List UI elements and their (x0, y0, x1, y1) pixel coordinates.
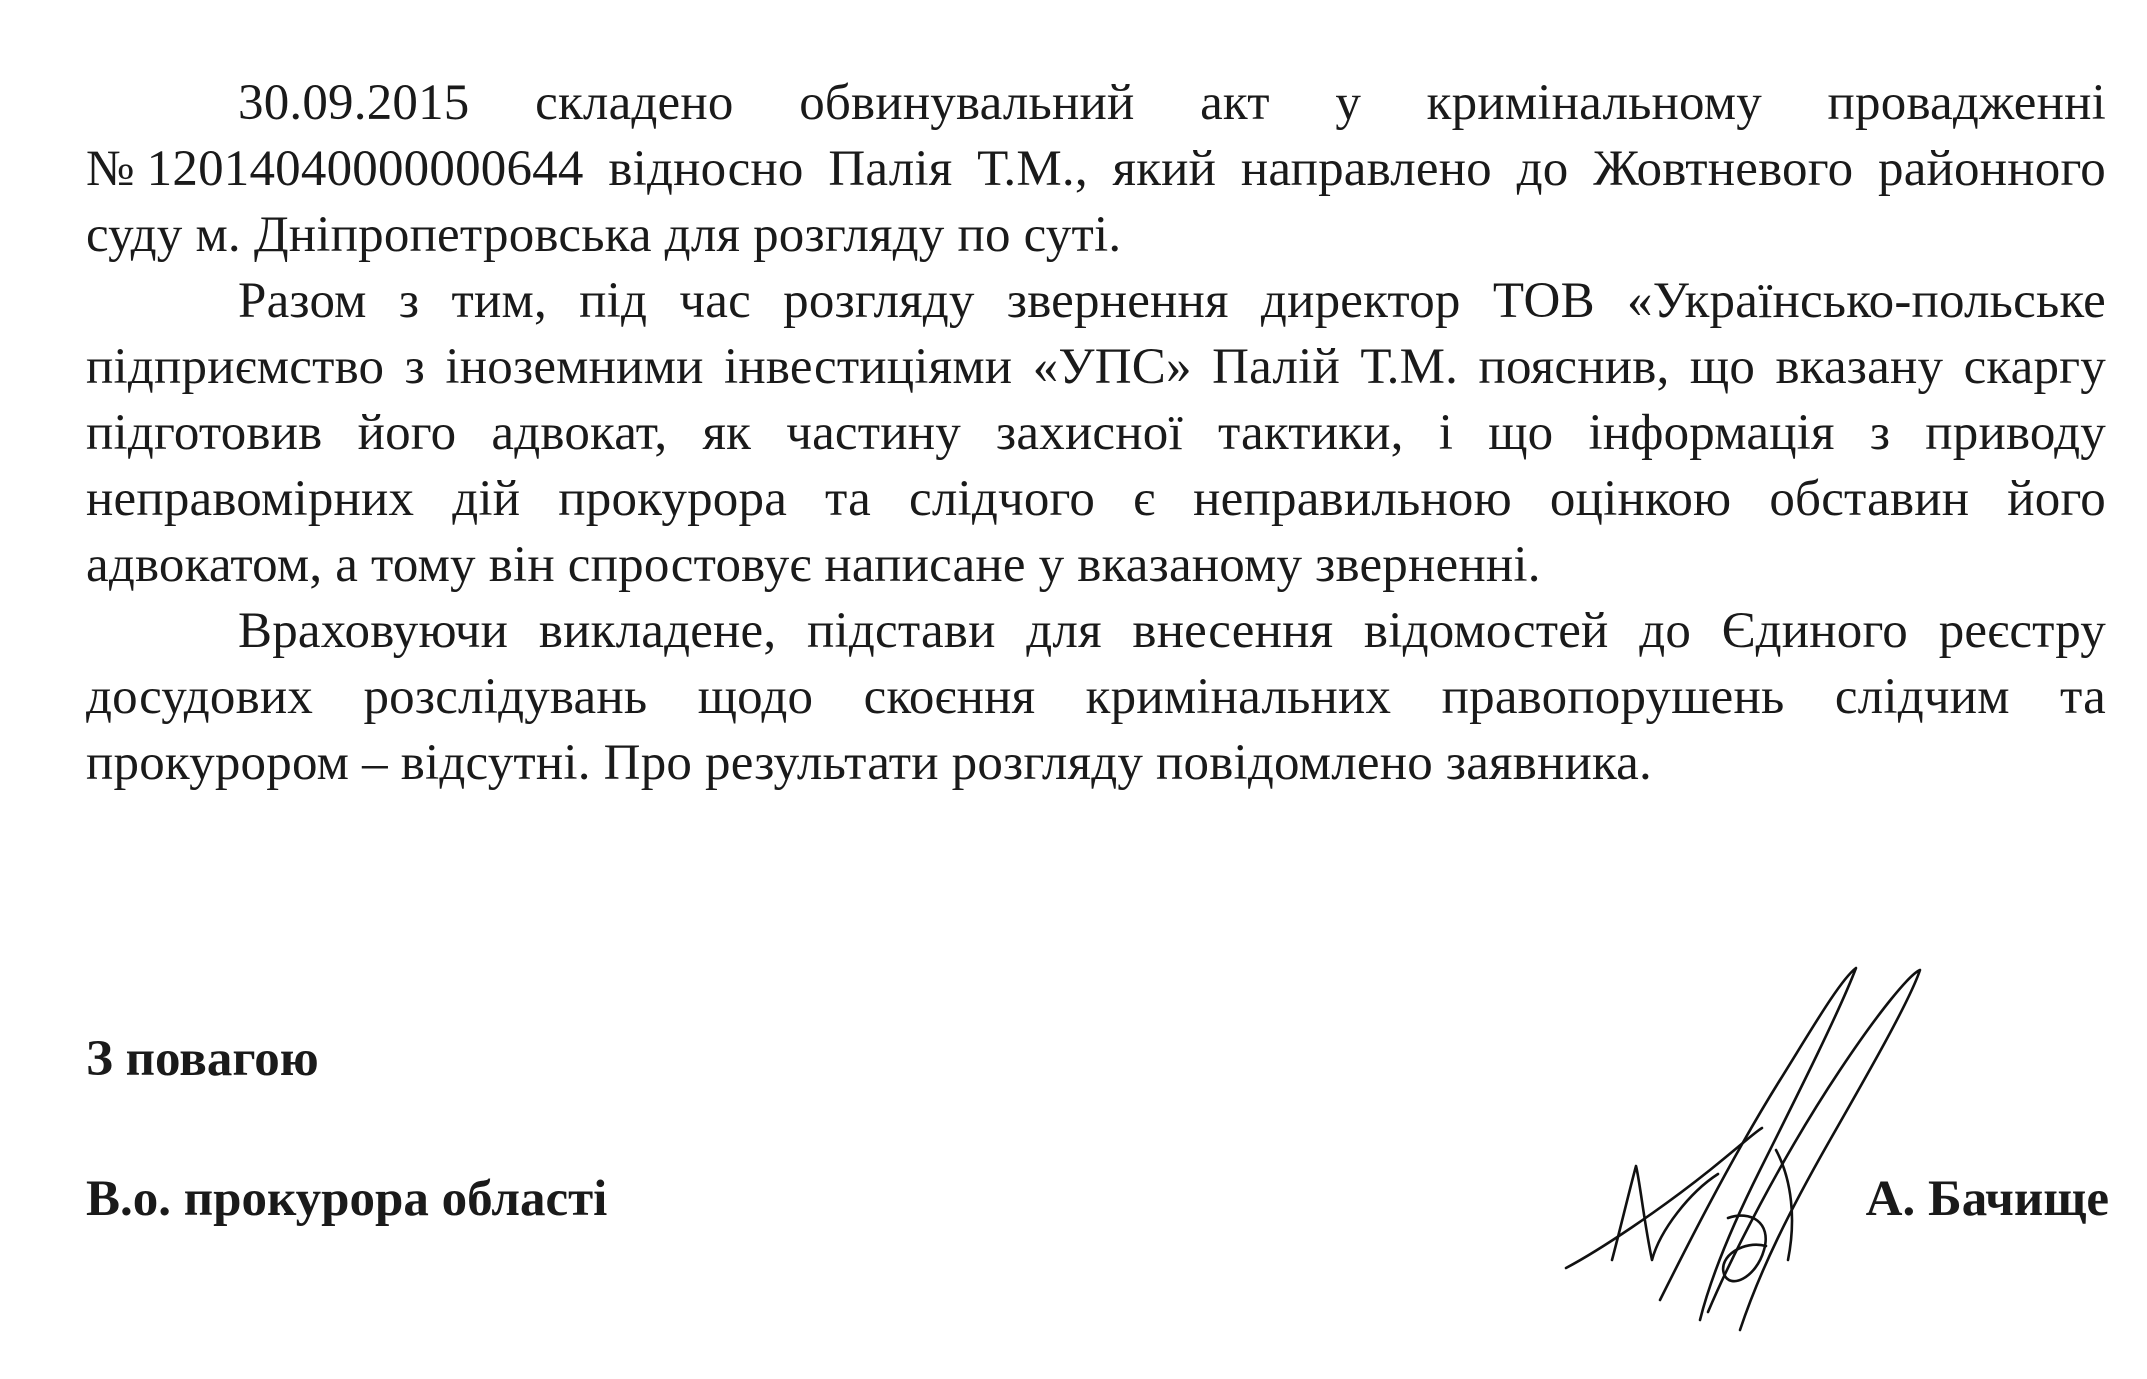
closing-phrase: З повагою (86, 1031, 319, 1087)
paragraph-conclusion: Враховуючи викладене, підстави для внесення відомостей до Єдиного реєстру досудових розслідувань щодо скоєння кримінальних правопорушень слідчим та прокурором – відсутні. Про результати розгляду повідомлено заявника. (86, 603, 2106, 791)
paragraph-indictment: 30.09.2015 складено обвинувальний акт у кримінальному провадженні №12014040000000644 відносно Палія Т.М., який направлено до Жовтневого районного суду м. Дніпропетровська для розгляду по суті. (86, 75, 2106, 263)
signatory-name: А. Бачище (1865, 1171, 2109, 1227)
paragraph-explanation: Разом з тим, під час розгляду звернення директор ТОВ «Українсько-польське підприємство з іноземними інвестиціями «УПС» Палій Т.М. пояснив, що вказану скаргу підготовив його адвокат, як частину захисної тактики, і що інформація з приводу неправомірних дій прокурора та слідчого є неправильною оцінкою обставин його адвокатом, а тому він спростовує написане у вказаному зверненні. (86, 273, 2106, 593)
handwritten-signature (1540, 960, 2000, 1360)
signatory-title: В.о. прокурора області (86, 1171, 608, 1227)
letter-body (86, 70, 2106, 796)
